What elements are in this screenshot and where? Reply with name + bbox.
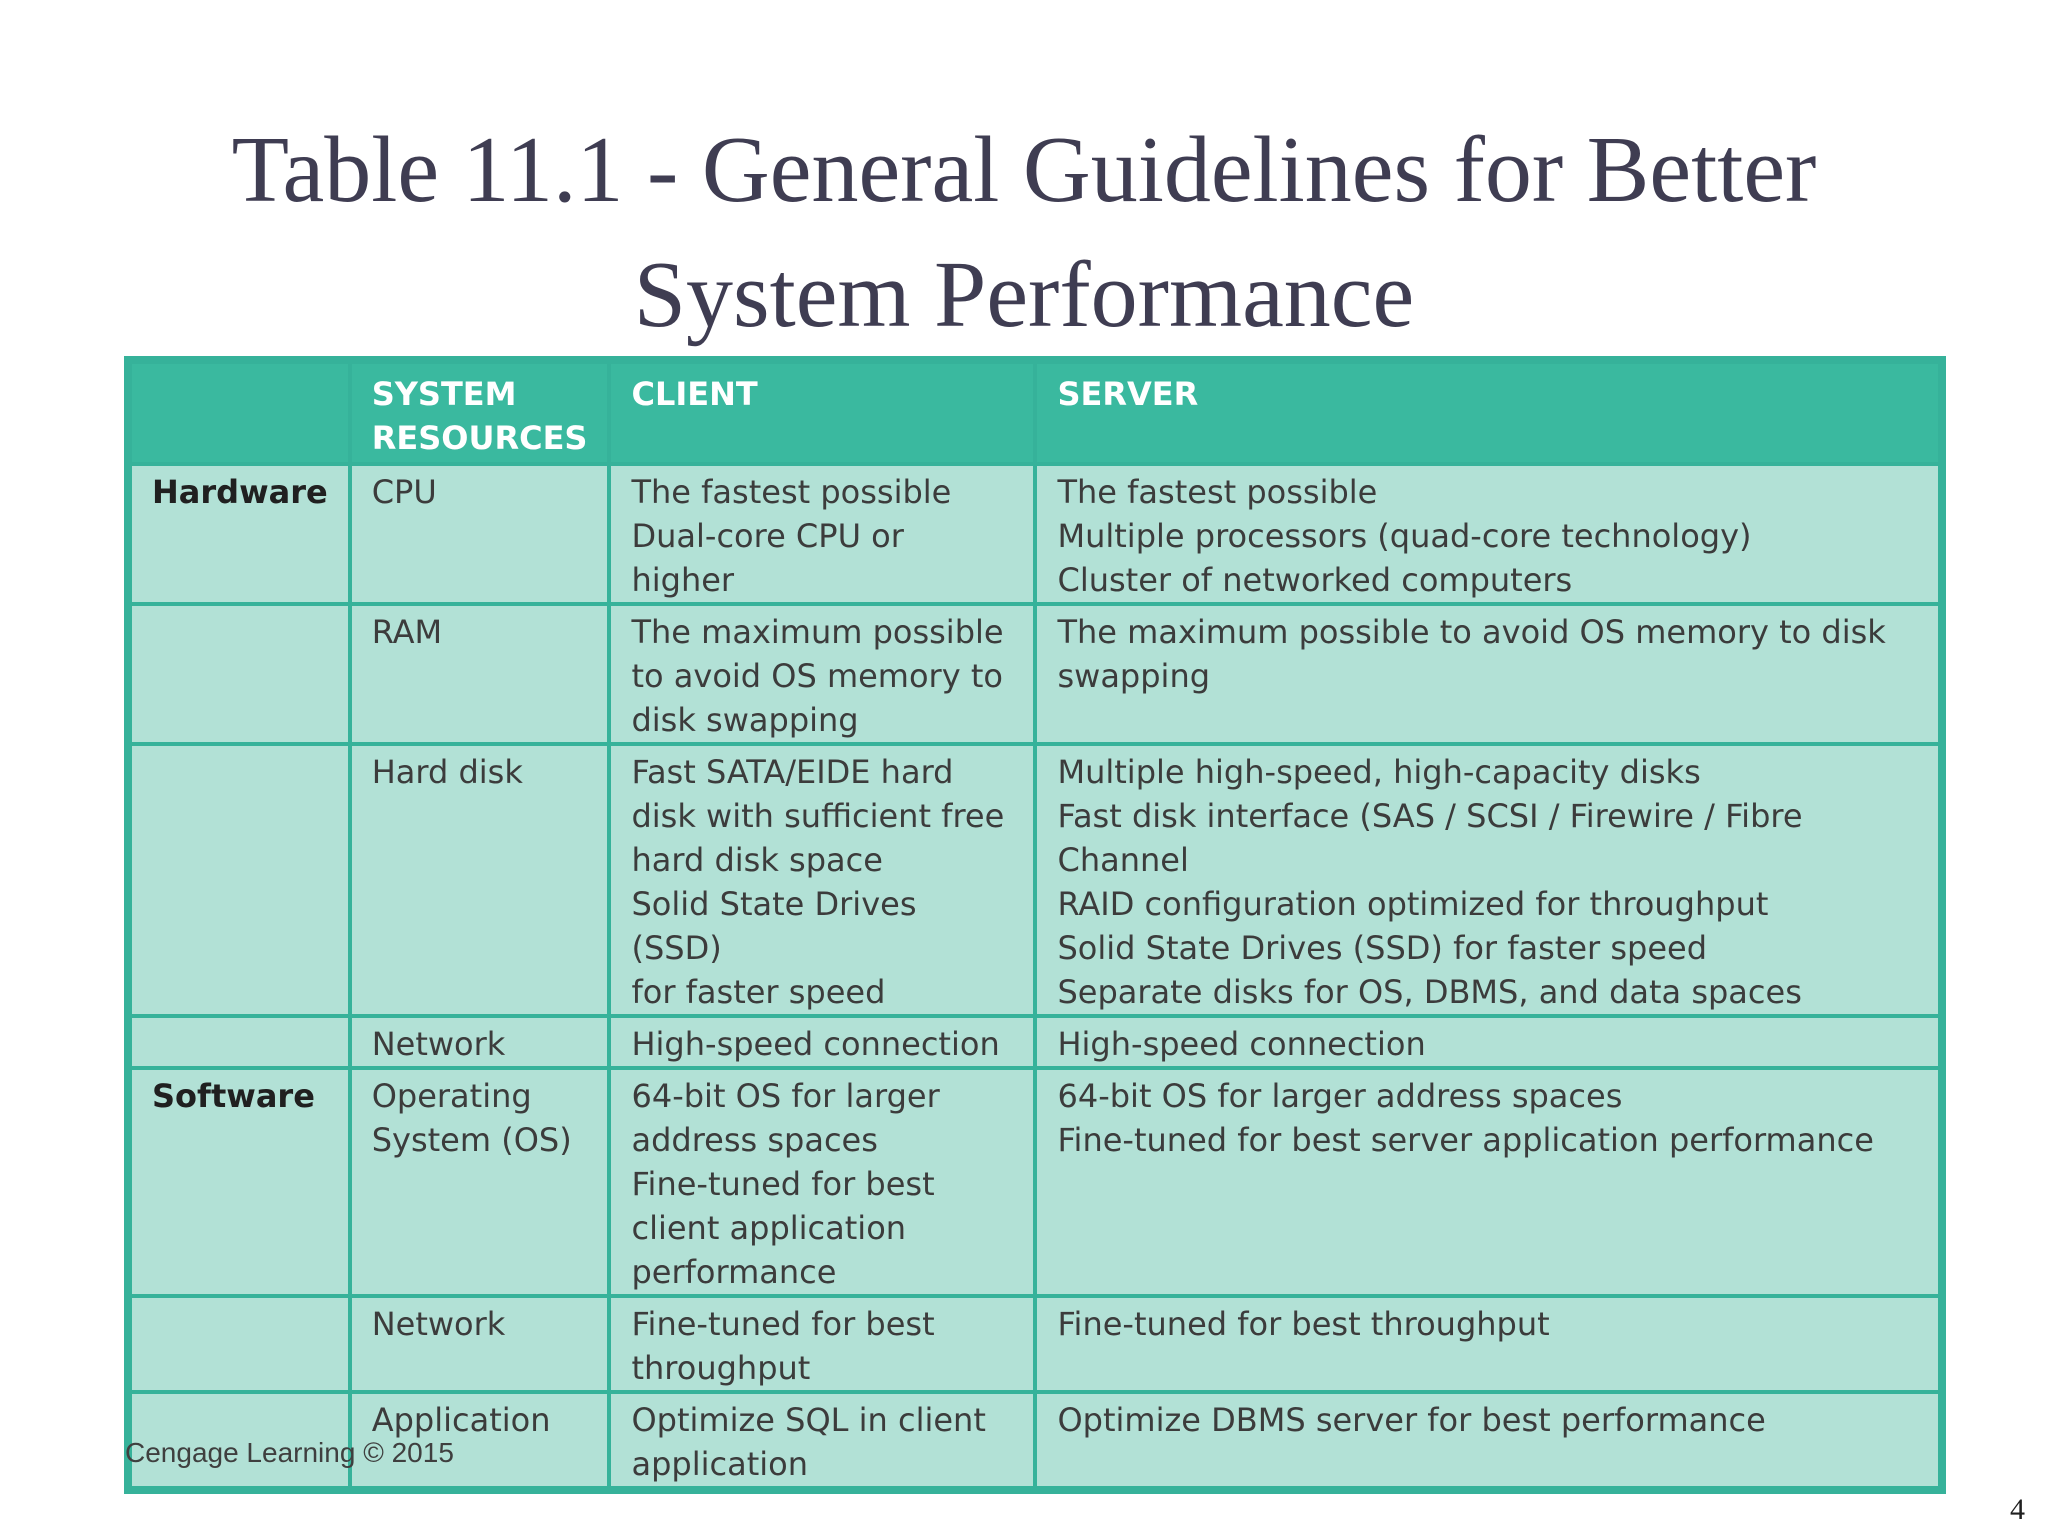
guidelines-table [128, 360, 1942, 1490]
resource-cell-line: System (OS) [371, 1121, 572, 1159]
table-body [130, 464, 1940, 1488]
resource-cell-line: Network [371, 1305, 506, 1343]
client-cell [609, 744, 1035, 1016]
client-cell-line: for faster speed [631, 973, 886, 1011]
client-cell-line: Fine-tuned for best [631, 1165, 935, 1203]
server-cell [1035, 604, 1940, 744]
slide-title [0, 108, 2048, 358]
server-cell-line: Separate disks for OS, DBMS, and data spaces [1057, 973, 1802, 1011]
client-cell-line: application [631, 1445, 808, 1483]
server-cell [1035, 1296, 1940, 1392]
server-cell-line: Fast disk interface (SAS / SCSI / Firewire / Fibre Channel [1057, 797, 1803, 879]
client-cell [609, 1068, 1035, 1296]
server-cell-line: Multiple high-speed, high-capacity disks [1057, 753, 1701, 791]
server-cell-line: High-speed connection [1057, 1025, 1426, 1063]
client-cell [609, 464, 1035, 604]
server-cell [1035, 1068, 1940, 1296]
client-cell-line: disk swapping [631, 701, 859, 739]
server-cell-line: Fine-tuned for best server application performance [1057, 1121, 1874, 1159]
server-cell-line: swapping [1057, 657, 1211, 695]
page-number: 4 [2010, 1493, 2025, 1526]
header-client: CLIENT [609, 362, 1035, 464]
server-cell-line: Optimize DBMS server for best performance [1057, 1401, 1766, 1439]
category-cell [130, 1296, 350, 1392]
resource-cell-line: Application [371, 1401, 551, 1439]
table-row [130, 744, 1940, 1016]
resource-cell-line: CPU [371, 473, 437, 511]
client-cell-line: Fast SATA/EIDE hard [631, 753, 954, 791]
table-header-row [130, 362, 1940, 464]
header-server: SERVER [1035, 362, 1940, 464]
server-cell [1035, 464, 1940, 604]
client-cell-line: 64-bit OS for larger [631, 1077, 940, 1115]
slide-title-line-1: Table 11.1 - General Guidelines for Better [231, 118, 1817, 222]
client-cell-line: Solid State Drives (SSD) [631, 885, 917, 967]
client-cell-line: throughput [631, 1349, 811, 1387]
server-cell-line: 64-bit OS for larger address spaces [1057, 1077, 1623, 1115]
server-cell [1035, 1016, 1940, 1068]
server-cell-line: Cluster of networked computers [1057, 561, 1573, 599]
header-category [130, 362, 350, 464]
resource-cell [350, 464, 610, 604]
slide-title-line-2: System Performance [633, 243, 1415, 347]
category-cell [130, 604, 350, 744]
category-cell [130, 1016, 350, 1068]
server-cell [1035, 1392, 1940, 1488]
client-cell [609, 1016, 1035, 1068]
client-cell-line: to avoid OS memory to [631, 657, 1003, 695]
server-cell-line: Solid State Drives (SSD) for faster speed [1057, 929, 1708, 967]
resource-cell-line: Network [371, 1025, 506, 1063]
resource-cell [350, 744, 610, 1016]
client-cell-line: disk with sufficient free [631, 797, 1005, 835]
client-cell-line: Optimize SQL in client [631, 1401, 986, 1439]
resource-cell [350, 1296, 610, 1392]
client-cell-line: High-speed connection [631, 1025, 1000, 1063]
client-cell [609, 1392, 1035, 1488]
server-cell-line: Multiple processors (quad-core technology) [1057, 517, 1752, 555]
resource-cell [350, 1068, 610, 1296]
resource-cell-line: RAM [371, 613, 443, 651]
server-cell [1035, 744, 1940, 1016]
table-row [130, 1016, 1940, 1068]
category-cell: Software [130, 1068, 350, 1296]
copyright-credit: Cengage Learning © 2015 [125, 1437, 454, 1468]
header-system-resources-line-1: SYSTEM [371, 375, 517, 413]
client-cell-line: Dual-core CPU or [631, 517, 904, 555]
client-cell-line: performance [631, 1253, 837, 1291]
client-cell-line: higher [631, 561, 735, 599]
server-cell-line: The maximum possible to avoid OS memory to disk [1057, 613, 1886, 651]
client-cell-line: Fine-tuned for best [631, 1305, 935, 1343]
table-row [130, 1068, 1940, 1296]
resource-cell [350, 1016, 610, 1068]
client-cell-line: client application [631, 1209, 907, 1247]
client-cell-line: hard disk space [631, 841, 883, 879]
resource-cell-line: Hard disk [371, 753, 523, 791]
table-row [130, 1296, 1940, 1392]
client-cell [609, 604, 1035, 744]
client-cell [609, 1296, 1035, 1392]
header-system-resources [350, 362, 610, 464]
category-cell: Hardware [130, 464, 350, 604]
header-system-resources-line-2: RESOURCES [371, 419, 588, 457]
resource-cell-line: Operating [371, 1077, 532, 1115]
client-cell-line: The maximum possible [631, 613, 1004, 651]
client-cell-line: The fastest possible [631, 473, 952, 511]
client-cell-line: address spaces [631, 1121, 878, 1159]
table-row [130, 604, 1940, 744]
server-cell-line: RAID configuration optimized for throughput [1057, 885, 1769, 923]
resource-cell [350, 604, 610, 744]
server-cell-line: Fine-tuned for best throughput [1057, 1305, 1550, 1343]
category-cell [130, 744, 350, 1016]
table-row [130, 464, 1940, 604]
server-cell-line: The fastest possible [1057, 473, 1378, 511]
